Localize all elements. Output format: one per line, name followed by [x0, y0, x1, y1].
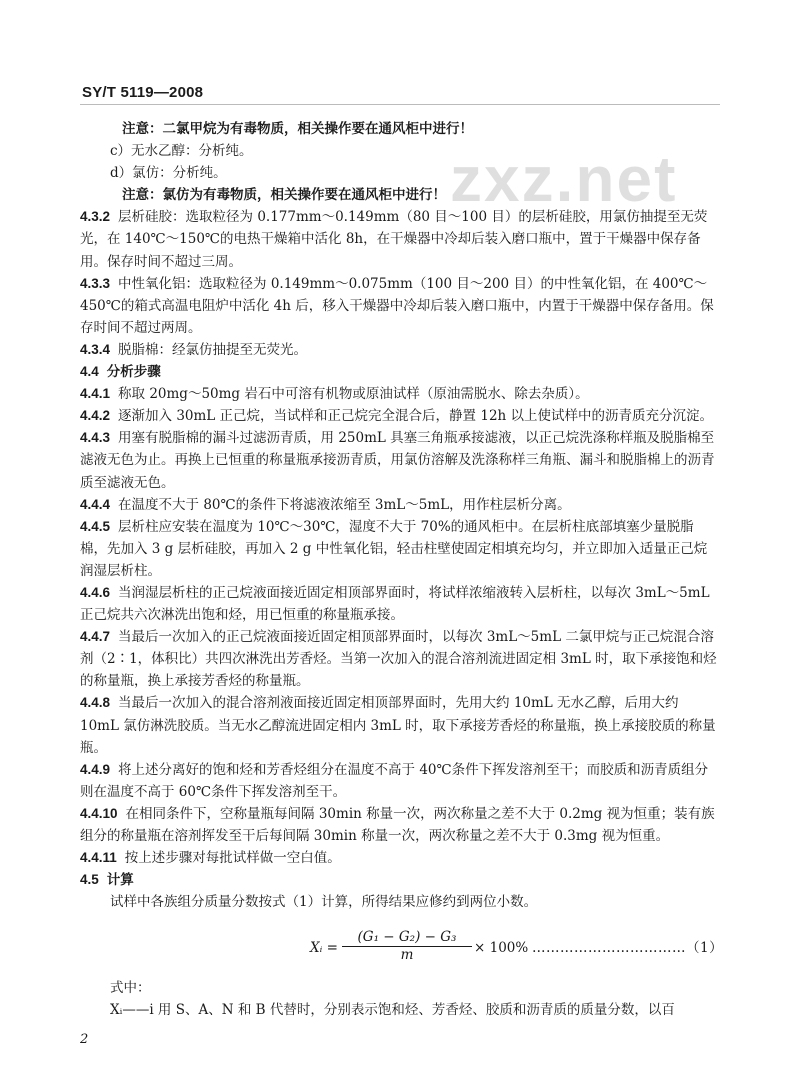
paragraph [80, 405, 720, 427]
clause-number: 4.3.3 [80, 275, 111, 291]
paragraph [80, 759, 720, 803]
paragraph-text: 在温度不大于 80℃的条件下将滤液浓缩至 3mL～5mL，用作柱层析分离。 [118, 496, 571, 513]
clause-number: 4.4.1 [80, 386, 111, 402]
paragraph-text: c）无水乙醇：分析纯。 [110, 143, 253, 160]
formula-fraction [342, 929, 472, 964]
paragraph [80, 118, 720, 140]
formula-numerator: (G₁ − G₂) − G₃ [342, 929, 472, 947]
clause-number: 4.4.10 [80, 805, 118, 821]
paragraph-text: 分析步骤 [106, 364, 161, 381]
clause-number: 4.4 [80, 364, 99, 380]
clause-number: 4.3.2 [80, 209, 111, 225]
paragraph-text: 层析硅胶：选取粒径为 0.177mm～0.149mm（80 目～100 目）的层析硅胶，用氯仿抽提至无荧光，在 140℃～150℃的电热干燥箱中活化 8h，在干燥器中冷却后装入磨口瓶中，置于干燥器中保存备用。保存时间不超过三周。 [80, 209, 708, 270]
paragraph-text: 式中： [110, 980, 151, 997]
paragraph [80, 494, 720, 516]
clause-number: 4.4.11 [80, 850, 117, 866]
clause-number: 4.4.5 [80, 518, 111, 534]
paragraph-text: 当最后一次加入的混合溶剂液面接近固定相顶部界面时，先用大约 10mL 无水乙醇，后用大约 10mL 氯仿淋洗胶质。当无水乙醇流进固定相内 3mL 时，取下承接芳香烃的称量瓶，换上承接胶质的称量瓶。 [80, 695, 716, 756]
body-text-bottom [80, 977, 720, 1021]
clause-number: 4.4.9 [80, 761, 111, 777]
paragraph-text: 中性氧化铝：选取粒径为 0.149mm～0.075mm（100 目～200 目）的中性氧化铝，在 400℃～450℃的箱式高温电阻炉中活化 4h 后，移入干燥器中冷却后装入磨口瓶中，内置于干燥器中保存备用。保存时间不超过两周。 [80, 275, 714, 336]
paragraph-text: 计算 [106, 872, 134, 889]
paragraph-text: 注意：二氯甲烷为有毒物质，相关操作要在通风柜中进行！ [122, 121, 473, 137]
formula-lhs: Xᵢ = [310, 940, 338, 957]
paragraph-text: Xᵢ——i 用 S、A、N 和 B 代替时，分别表示饱和烃、芳香烃、胶质和沥青质的质量分数，以百 [110, 1002, 675, 1019]
page-number: 2 [80, 1032, 89, 1047]
paragraph [80, 206, 720, 272]
formula-denominator: m [400, 947, 414, 964]
paragraph-text: 层析柱应安装在温度为 10℃～30℃，湿度不大于 70%的通风柜中。在层析柱底部填塞少量脱脂棉，先加入 3 g 层析硅胶，再加入 2 g 中性氧化铝，轻击柱壁使固定相填充均匀，并立即加入适量正己烷润湿层析柱。 [80, 518, 708, 579]
paragraph-text: 称取 20mg～50mg 岩石中可溶有机物或原油试样（原油需脱水、除去杂质）。 [118, 386, 589, 403]
paragraph-text: 当最后一次加入的正己烷液面接近固定相顶部界面时，以每次 3mL～5mL 二氯甲烷与正己烷混合溶剂（2∶1，体积比）共四次淋洗出芳香烃。当第一次加入的混合溶剂流进固定相 3mL 时，取下承接饱和烃的称量瓶，换上承接芳香烃的称量瓶。 [80, 629, 717, 690]
paragraph-text: 将上述分离好的饱和烃和芳香烃组分在温度不高于 40℃条件下挥发溶剂至干；而胶质和沥青质组分则在温度不高于 60℃条件下挥发溶剂至干。 [80, 761, 709, 800]
document-body [80, 118, 724, 1022]
clause-number: 4.5 [80, 872, 99, 888]
paragraph [80, 999, 720, 1021]
paragraph-text: 当润湿层析柱的正己烷液面接近固定相顶部界面时，将试样浓缩液转入层析柱，以每次 3mL～5mL 正己烷共六次淋洗出饱和烃，用已恒重的称量瓶承接。 [80, 584, 710, 624]
paragraph [80, 847, 720, 869]
paragraph-text: 逐渐加入 30mL 正己烷，当试样和正己烷完全混合后，静置 12h 以上使试样中的沥青质充分沉淀。 [118, 408, 714, 425]
paragraph [80, 162, 720, 184]
paragraph [80, 184, 720, 206]
paragraph [80, 803, 720, 847]
watermark: zxz.net [450, 143, 678, 215]
paragraph-text: 脱脂棉：经氯仿抽提至无荧光。 [118, 341, 308, 358]
paragraph [80, 427, 720, 493]
paragraph [80, 692, 720, 758]
paragraph-text: 试样中各族组分质量分数按式（1）计算，所得结果应修约到两位小数。 [110, 894, 538, 911]
clause-number: 4.4.6 [80, 584, 111, 600]
paragraph [80, 361, 720, 383]
paragraph [80, 582, 720, 626]
formula-1 [80, 929, 724, 964]
header-divider [80, 104, 720, 105]
paragraph-text: 按上述步骤对每批试样做一空白值。 [124, 850, 341, 867]
paragraph-text: 注意：氯仿为有毒物质，相关操作要在通风柜中进行！ [122, 187, 446, 204]
paragraph [80, 977, 720, 999]
paragraph-text: d）氯仿：分析纯。 [110, 165, 227, 182]
body-text-top [80, 118, 720, 913]
paragraph-text: 在相同条件下，空称量瓶每间隔 30min 称量一次，两次称量之差不大于 0.2mg 视为恒重；装有族组分的称量瓶在溶剂挥发至干后每间隔 30min 称量一次，两次称量之差不大于 0.3mg 视为恒重。 [80, 805, 715, 844]
clause-number: 4.4.3 [80, 430, 111, 446]
clause-number: 4.3.4 [80, 341, 111, 357]
formula-tail: × 100% [474, 940, 529, 957]
paragraph-text: 用塞有脱脂棉的漏斗过滤沥青质，用 250mL 具塞三角瓶承接滤液，以正己烷洗涤称样瓶及脱脂棉至滤液无色为止。再换上已恒重的称量瓶承接沥青质，用氯仿溶解及洗涤称样三角瓶、漏斗和脱脂棉上的沥青质至滤液无色。 [80, 430, 715, 491]
clause-number: 4.4.8 [80, 695, 111, 711]
standard-code-header: SY/T 5119—2008 [82, 84, 204, 101]
clause-number: 4.4.2 [80, 408, 111, 424]
paragraph [80, 383, 720, 405]
clause-number: 4.4.4 [80, 496, 111, 512]
paragraph [80, 140, 720, 162]
formula-number: ……………………………（1） [532, 940, 724, 957]
paragraph [80, 869, 720, 891]
paragraph [80, 339, 720, 361]
paragraph [80, 626, 720, 692]
paragraph [80, 516, 720, 582]
paragraph [80, 273, 720, 339]
clause-number: 4.4.7 [80, 629, 111, 645]
paragraph [80, 891, 720, 913]
